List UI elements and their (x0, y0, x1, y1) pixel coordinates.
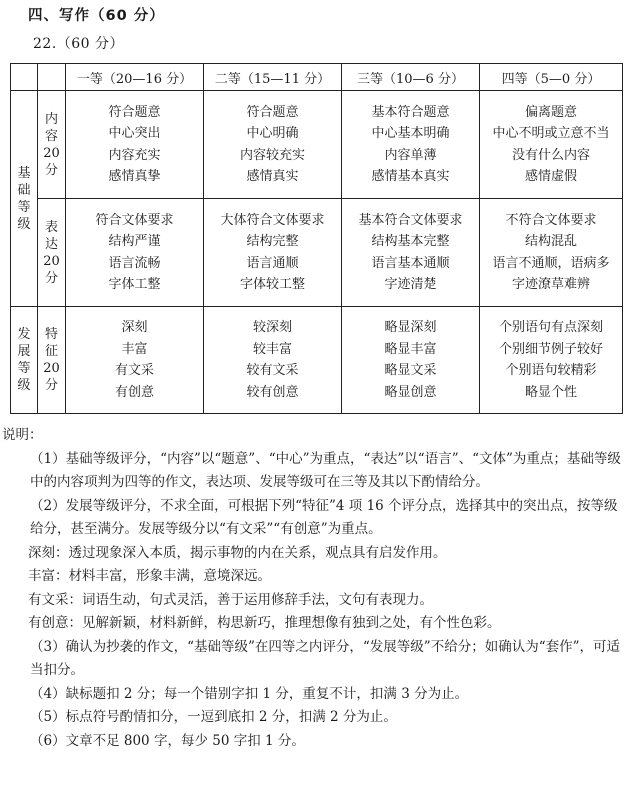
content-grade-1: 符合题意 中心突出 内容充实 感情真挚 (66, 91, 204, 199)
definition-literary: 有文采：词语生动，句式灵活，善于运用修辞手法，文句有表现力。 (28, 591, 433, 608)
corner-cell (11, 64, 38, 91)
sub-expression: 表 达 20 分 (38, 199, 66, 307)
feature-grade-3: 略显深刻 略显丰富 略显文采 略显创意 (342, 307, 480, 414)
section-heading: 四、写作（60 分） (28, 8, 165, 24)
group-basic: 基 础 等 级 (11, 91, 38, 307)
notes-section (2, 424, 627, 753)
feature-grade-4: 个别语句有点深刻 个别细节例子较好 个别语句较精彩 略显个性 (480, 307, 623, 414)
content-grade-2: 符合题意 中心明确 内容较充实 感情真实 (204, 91, 342, 199)
note-5: （5）标点符号酌情扣分，一逗到底扣 2 分，扣满 2 分为止。 (30, 709, 397, 725)
expression-grade-3: 基本符合文体要求 结构基本完整 语言基本通顺 字迹清楚 (342, 199, 480, 307)
notes-title: 说明： (2, 427, 43, 443)
feature-grade-1: 深刻 丰富 有文采 有创意 (66, 307, 204, 414)
definition-creative: 有创意：见解新颖，材料新鲜，构思新巧，推理想像有独到之处，有个性色彩。 (28, 615, 501, 631)
note-6: （6）文章不足 800 字，每少 50 字扣 1 分。 (30, 732, 305, 749)
corner-cell (38, 64, 66, 91)
definition-rich: 丰富：材料丰富，形象丰满，意境深远。 (28, 568, 271, 584)
sub-content: 内 容 20 分 (38, 91, 66, 199)
header-grade-3: 三等（10—6 分） (342, 64, 480, 91)
note-3: （3）确认为抄袭的作文，“基础等级”在四等之内评分，“发展等级”不给分；如确认为“套作”，可适当扣分。 (30, 638, 620, 678)
definition-profound: 深刻：透过现象深入本质，揭示事物的内在关系，观点具有启发作用。 (28, 544, 447, 561)
note-4: （4）缺标题扣 2 分；每一个错别字扣 1 分，重复不计，扣满 3 分为止。 (30, 685, 469, 702)
table-row-content (11, 91, 623, 199)
header-grade-4: 四等（5—0 分） (480, 64, 623, 91)
expression-grade-2: 大体符合文体要求 结构完整 语言通顺 字体较工整 (204, 199, 342, 307)
question-number: 22.（60 分） (33, 36, 125, 52)
content-grade-4: 偏离题意 中心不明或立意不当 没有什么内容 感情虚假 (480, 91, 623, 199)
expression-grade-4: 不符合文体要求 结构混乱 语言不通顺，语病多 字迹潦草难辨 (480, 199, 623, 307)
group-development: 发 展 等 级 (11, 307, 38, 414)
note-1: （1）基础等级评分，“内容”以“题意”、“中心”为重点，“表达”以“语言”、“文体”为重点；基础等级中的内容项判为四等的作文，表达项、发展等级可在三等及其以下酌情给分。 (30, 450, 621, 490)
feature-grade-2: 较深刻 较丰富 较有文采 较有创意 (204, 307, 342, 414)
table-row-feature (11, 307, 623, 414)
sub-feature: 特 征 20 分 (38, 307, 66, 414)
note-2: （2）发展等级评分，不求全面，可根据下列“特征”4 项 16 个评分点，选择其中的突出点，按等级给分，甚至满分。发展等级分以“有文采”“有创意”为重点。 (30, 497, 618, 537)
header-grade-2: 二等（15—11 分） (204, 64, 342, 91)
table-row-expression (11, 199, 623, 307)
content-grade-3: 基本符合题意 中心基本明确 内容单薄 感情基本真实 (342, 91, 480, 199)
grading-table (10, 63, 623, 414)
header-grade-1: 一等（20—16 分） (66, 64, 204, 91)
table-header-row (11, 64, 623, 91)
expression-grade-1: 符合文体要求 结构严谨 语言流畅 字体工整 (66, 199, 204, 307)
